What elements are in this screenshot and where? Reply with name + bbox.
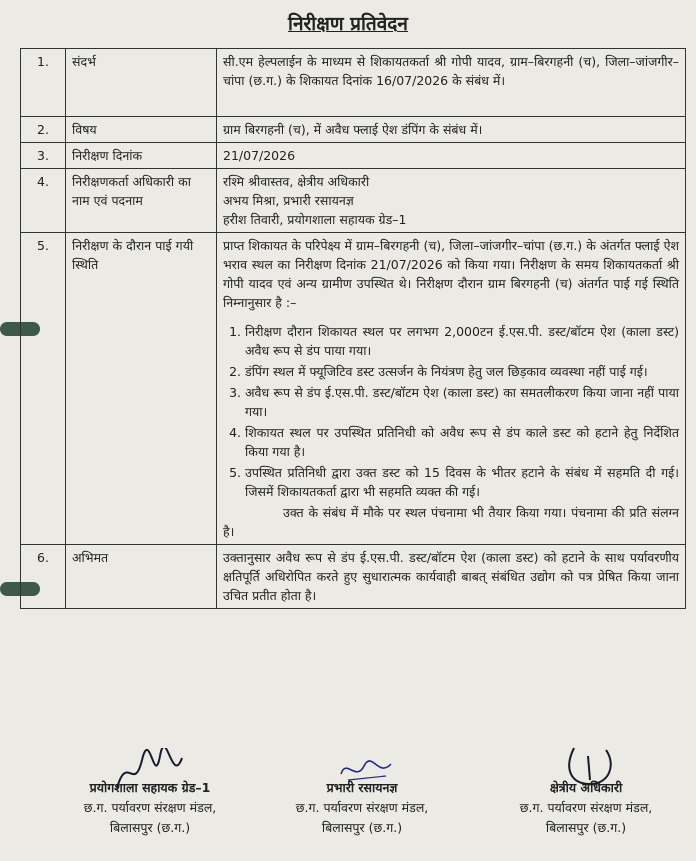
table-row	[21, 545, 686, 609]
row-label: विषय	[66, 117, 217, 143]
signature-org: छ.ग. पर्यावरण संरक्षण मंडल,	[295, 800, 429, 815]
finding-item: 1. निरीक्षण दौरान शिकायत स्थल पर लगभग 2,000टन ई.एस.पी. डस्ट/बॉटम ऐश (काला डस्ट) अवैध रूप से डंप पाया गया।	[245, 322, 679, 360]
officer-list	[217, 169, 686, 233]
signature-chemist	[262, 778, 462, 838]
row-number: 2.	[21, 117, 66, 143]
row-number: 5.	[21, 233, 66, 545]
findings-closing: उक्त के संबंध में मौके पर स्थल पंचनामा भी तैयार किया गया। पंचनामा की प्रति संलग्न है।	[223, 505, 679, 539]
findings-intro: प्राप्त शिकायत के परिपेक्ष्य में ग्राम–बिरगहनी (च), जिला–जांजगीर–चांपा (छ.ग.) के अंतर्गत फ्लाई ऐश भराव स्थल का निरीक्षण दिनांक 21/07/2026 को किया गया। निरीक्षण के समय शिकायतकर्ता श्री गोपी यादव एवं अन्य ग्रामीण उपस्थित थे। निरीक्षण दौरान ग्राम बिरगहनी (च) अंतर्गत पाई गई स्थिति निम्नानुसार है :–	[223, 238, 679, 310]
finding-item: 3. अवैध रूप से डंप ई.एस.पी. डस्ट/बॉटम ऐश (काला डस्ट) का समतलीकरण किया जाना नहीं पाया गया।	[245, 383, 679, 421]
table-row	[21, 143, 686, 169]
findings-cell	[217, 233, 686, 545]
table-row	[21, 233, 686, 545]
table-row	[21, 117, 686, 143]
officer-name: अभय मिश्रा, प्रभारी रसायनज्ञ	[223, 193, 354, 208]
signature-city: बिलासपुर (छ.ग.)	[321, 820, 403, 835]
signature-designation: क्षेत्रीय अधिकारी	[549, 780, 623, 795]
signature-regional-officer	[486, 778, 686, 838]
officer-name: रश्मि श्रीवास्तव, क्षेत्रीय अधिकारी	[223, 174, 370, 189]
signature-city: बिलासपुर (छ.ग.)	[545, 820, 627, 835]
row-number: 4.	[21, 169, 66, 233]
row-content: ग्राम बिरगहनी (च), में अवैध फ्लाई ऐश डंपिंग के संबंध में।	[217, 117, 686, 143]
signature-org: छ.ग. पर्यावरण संरक्षण मंडल,	[83, 800, 217, 815]
findings-list	[223, 322, 679, 501]
row-label: निरीक्षण दिनांक	[66, 143, 217, 169]
report-title: निरीक्षण प्रतिवेदन	[288, 13, 408, 35]
row-label: अभिमत	[66, 545, 217, 609]
table-row	[21, 169, 686, 233]
row-label: निरीक्षण के दौरान पाई गयी स्थिति	[66, 233, 217, 545]
row-label: निरीक्षणकर्ता अधिकारी का नाम एवं पदनाम	[66, 169, 217, 233]
row-number: 1.	[21, 49, 66, 117]
signature-designation: प्रभारी रसायनज्ञ	[326, 780, 398, 795]
officer-name: हरीश तिवारी, प्रयोगशाला सहायक ग्रेड–1	[223, 212, 407, 227]
finding-item: 4. शिकायत स्थल पर उपस्थित प्रतिनिधी को अवैध रूप से डंप काले डस्ट को हटाने हेतु निर्देशित किया गया है।	[245, 423, 679, 461]
signature-designation: प्रयोगशाला सहायक ग्रेड–1	[89, 780, 211, 795]
table-row	[21, 49, 686, 117]
signature-org: छ.ग. पर्यावरण संरक्षण मंडल,	[519, 800, 653, 815]
row-content: उक्तानुसार अवैध रूप से डंप ई.एस.पी. डस्ट/बॉटम ऐश (काला डस्ट) को हटाने के साथ पर्यावरणीय क्षतिपूर्ति अधिरोपित करते हुए सुधारात्मक कार्यवाही बाबत् संबंधित उद्योग को पत्र प्रेषित किया जाना उचित प्रतीत होता है।	[217, 545, 686, 609]
row-label: संदर्भ	[66, 49, 217, 117]
finding-item: 5. उपस्थित प्रतिनिधी द्वारा उक्त डस्ट को 15 दिवस के भीतर हटाने के संबंध में सहमति दी गई। जिसमें शिकायतकर्ता द्वारा भी सहमति व्यक्त की गई।	[245, 463, 679, 501]
signature-lab-assistant	[50, 778, 250, 838]
row-content: सी.एम हेल्पलाईन के माध्यम से शिकायतकर्ता श्री गोपी यादव, ग्राम–बिरगहनी (च), जिला–जांजगीर–चांपा (छ.ग.) के शिकायत दिनांक 16/07/2026 के संबंध में।	[217, 49, 686, 117]
row-content: 21/07/2026	[217, 143, 686, 169]
signature-city: बिलासपुर (छ.ग.)	[109, 820, 191, 835]
report-table	[20, 48, 686, 609]
finding-item: 2. डंपिंग स्थल में फ्यूजिटिव डस्ट उत्सर्जन के नियंत्रण हेतु जल छिड़काव व्यवस्था नहीं पाई गई।	[245, 362, 679, 381]
row-number: 6.	[21, 545, 66, 609]
row-number: 3.	[21, 143, 66, 169]
